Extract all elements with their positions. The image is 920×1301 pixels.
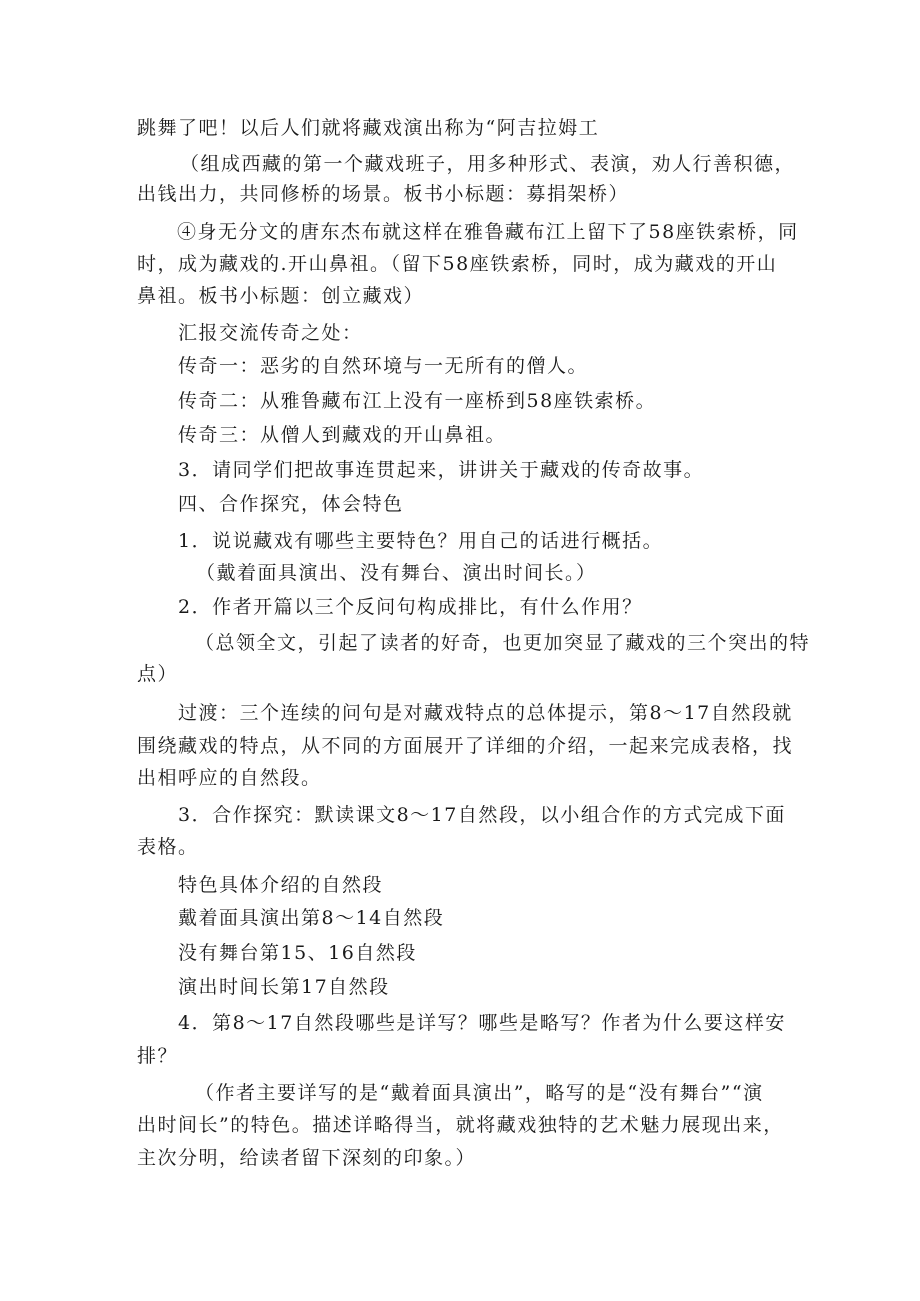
text-line: 时，成为藏戏的.开山鼻祖。（留下58座铁索桥，同时，成为藏戏的开山	[137, 253, 778, 275]
text-line: 2．作者开篇以三个反问句构成排比，有什么作用？	[178, 596, 643, 618]
text-line: 主次分明，给读者留下深刻的印象。）	[137, 1147, 477, 1169]
text-line: 3．合作探究：默读课文8～17自然段，以小组合作的方式完成下面	[178, 804, 786, 826]
text-line: （戴着面具演出、没有舞台、演出时间长。）	[196, 562, 597, 584]
text-line: 传奇三：从僧人到藏戏的开山鼻祖。	[178, 424, 507, 446]
text-line: 特色具体介绍的自然段	[178, 874, 384, 896]
text-line: ④身无分文的唐东杰布就这样在雅鲁藏布江上留下了58座铁索桥，同	[177, 221, 799, 243]
text-line: 演出时间长第17自然段	[178, 976, 390, 998]
text-line: 排？	[137, 1045, 179, 1067]
text-line: 围绕藏戏的特点，从不同的方面展开了详细的介绍，一起来完成表格，找	[137, 735, 794, 757]
text-line: 表格。	[137, 836, 199, 858]
text-line: 鼻祖。板书小标题：创立藏戏）	[137, 285, 425, 307]
text-line: （总领全文，引起了读者的好奇，也更加突显了藏戏的三个突出的特	[195, 632, 811, 654]
text-line: 过渡：三个连续的问句是对藏戏特点的总体提示，第8～17自然段就	[178, 702, 793, 724]
text-line: （组成西藏的第一个藏戏班子，用多种形式、表演，劝人行善积德，	[180, 153, 796, 175]
text-line: 4．第8～17自然段哪些是详写？哪些是略写？作者为什么要这样安	[178, 1012, 786, 1034]
text-line: 传奇二：从雅鲁藏布江上没有一座桥到58座铁索桥。	[178, 390, 657, 412]
text-line: 出相呼应的自然段。	[137, 767, 322, 789]
text-line: 出钱出力，共同修桥的场景。板书小标题：募捐架桥）	[137, 183, 630, 205]
text-line: 传奇一：恶劣的自然环境与一无所有的僧人。	[178, 355, 589, 377]
text-line: 四、合作探究，体会特色	[178, 493, 404, 515]
text-line: 点）	[137, 663, 179, 685]
text-line: （作者主要详写的是“戴着面具演出”，略写的是“没有舞台”“演	[195, 1082, 764, 1104]
text-line: 没有舞台第15、16自然段	[178, 942, 417, 964]
text-line: 3．请同学们把故事连贯起来，讲讲关于藏戏的传奇故事。	[178, 459, 705, 481]
text-line: 出时间长”的特色。描述详略得当，就将藏戏独特的艺术魅力展现出来，	[137, 1114, 784, 1136]
text-line: 戴着面具演出第8～14自然段	[178, 907, 445, 929]
text-line: 跳舞了吧！以后人们就将藏戏演出称为“阿吉拉姆工	[137, 117, 600, 139]
text-line: 汇报交流传奇之处：	[178, 322, 363, 344]
text-line: 1．说说藏戏有哪些主要特色？用自己的话进行概括。	[178, 530, 664, 552]
